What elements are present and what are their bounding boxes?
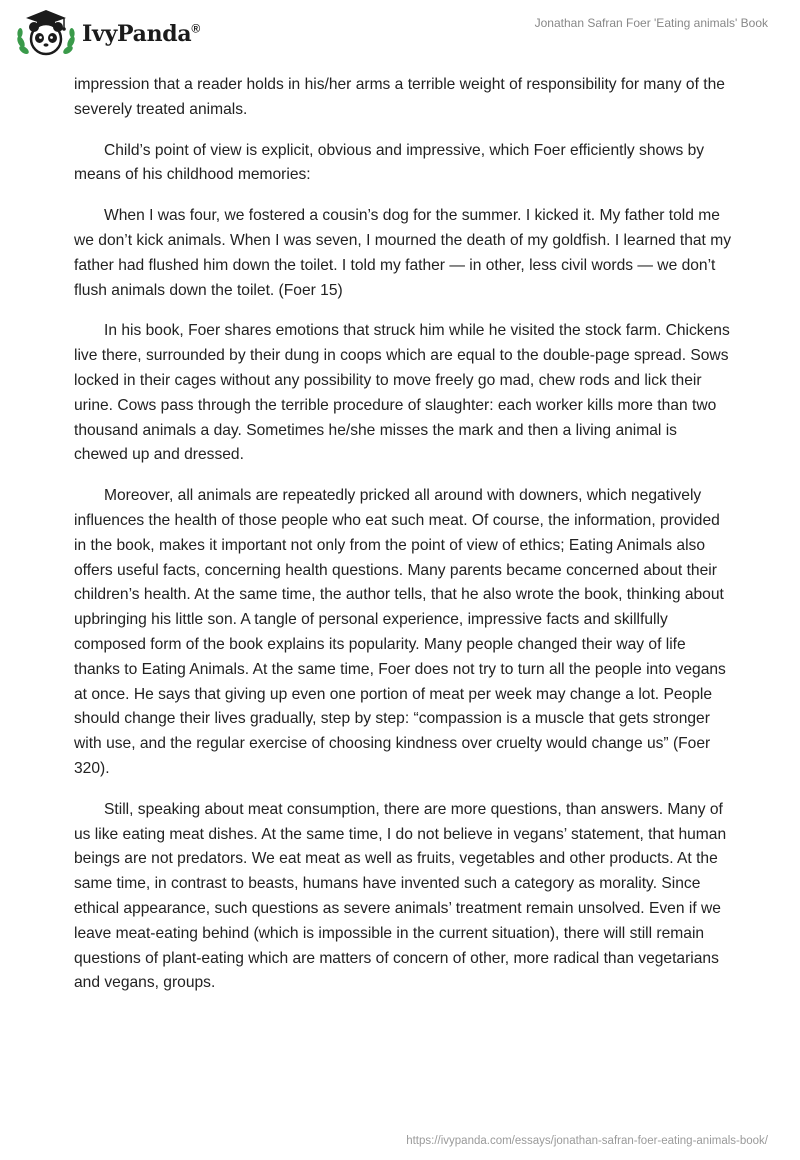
block-quote: When I was four, we fostered a cousin’s dog for the summer. I kicked it. My father told me we don’t kick animals. When I was seven, I mourned the death of my goldfish. I learned that my father had flushed him down the toilet. I told my father — in other, less civil words — we don’t flush animals down the toilet. (Foer 15) — [74, 207, 731, 299]
panda-graduate-icon — [14, 8, 78, 58]
paragraph: Child’s point of view is explicit, obvious and impressive, which Foer efficiently shows by means of his childhood memories: — [74, 141, 705, 184]
paragraph: In his book, Foer shares emotions that struck him while he visited the stock farm. Chickens live there, surrounded by their dung in coops which are equal to the double-page spread. Sows locked in their cages without any possibility to move freely go mad, chew rods and lick their urine. Cows pass through the terrible procedure of slaughter: each worker kills more than two thousand animals a day. Sometimes he/she misses the mark and then a living animal is chewed up and dressed. — [74, 322, 730, 464]
logo-wordmark: IvyPanda® — [82, 21, 200, 47]
page-header — [0, 0, 800, 70]
paragraph: impression that a reader holds in his/her arms a terrible weight of responsibility for many of the severely treated animals. — [74, 76, 725, 118]
source-url-link[interactable]: https://ivypanda.com/essays/jonathan-safran-foer-eating-animals-book/ — [406, 1135, 768, 1147]
document-title: Jonathan Safran Foer 'Eating animals' Book — [534, 16, 768, 30]
ivypanda-logo[interactable] — [14, 8, 214, 58]
essay-body — [74, 73, 734, 1012]
paragraph: Moreover, all animals are repeatedly pricked all around with downers, which negatively influences the health of those people who eat such meat. Of course, the information, provided in the book, makes it important not only from the point of view of ethics; Eating Animals also offers useful facts, concerning health questions. Many parents became concerned about their children’s health. At the same time, the author tells, that he also wrote the book, thinking about upbringing his little son. A tangle of personal experience, impressive facts and skillfully composed form of the book explains its popularity. Many people changed their way of life thanks to Eating Animals. At the same time, Foer does not try to turn all the people into vegans at once. He says that giving up even one portion of meat per week may change a lot. People should change their lives gradually, step by step: “compassion is a muscle that gets stronger with use, and the regular exercise of choosing kindness over cruelty would change us” (Foer 320). — [74, 487, 726, 777]
paragraph: Still, speaking about meat consumption, there are more questions, than answers. Many of us like eating meat dishes. At the same time, I do not believe in vegans’ statement, that human beings are not predators. We eat meat as well as fruits, vegetables and other products. At the same time, in contrast to beasts, humans have invented such a category as morality. Since ethical appearance, such questions as severe animals’ treatment remain unsolved. Even if we leave meat-eating behind (which is impossible in the current situation), there will still remain questions of plant-eating which are matters of concern of other, more radical than vegetarians and vegans, groups. — [74, 800, 727, 992]
